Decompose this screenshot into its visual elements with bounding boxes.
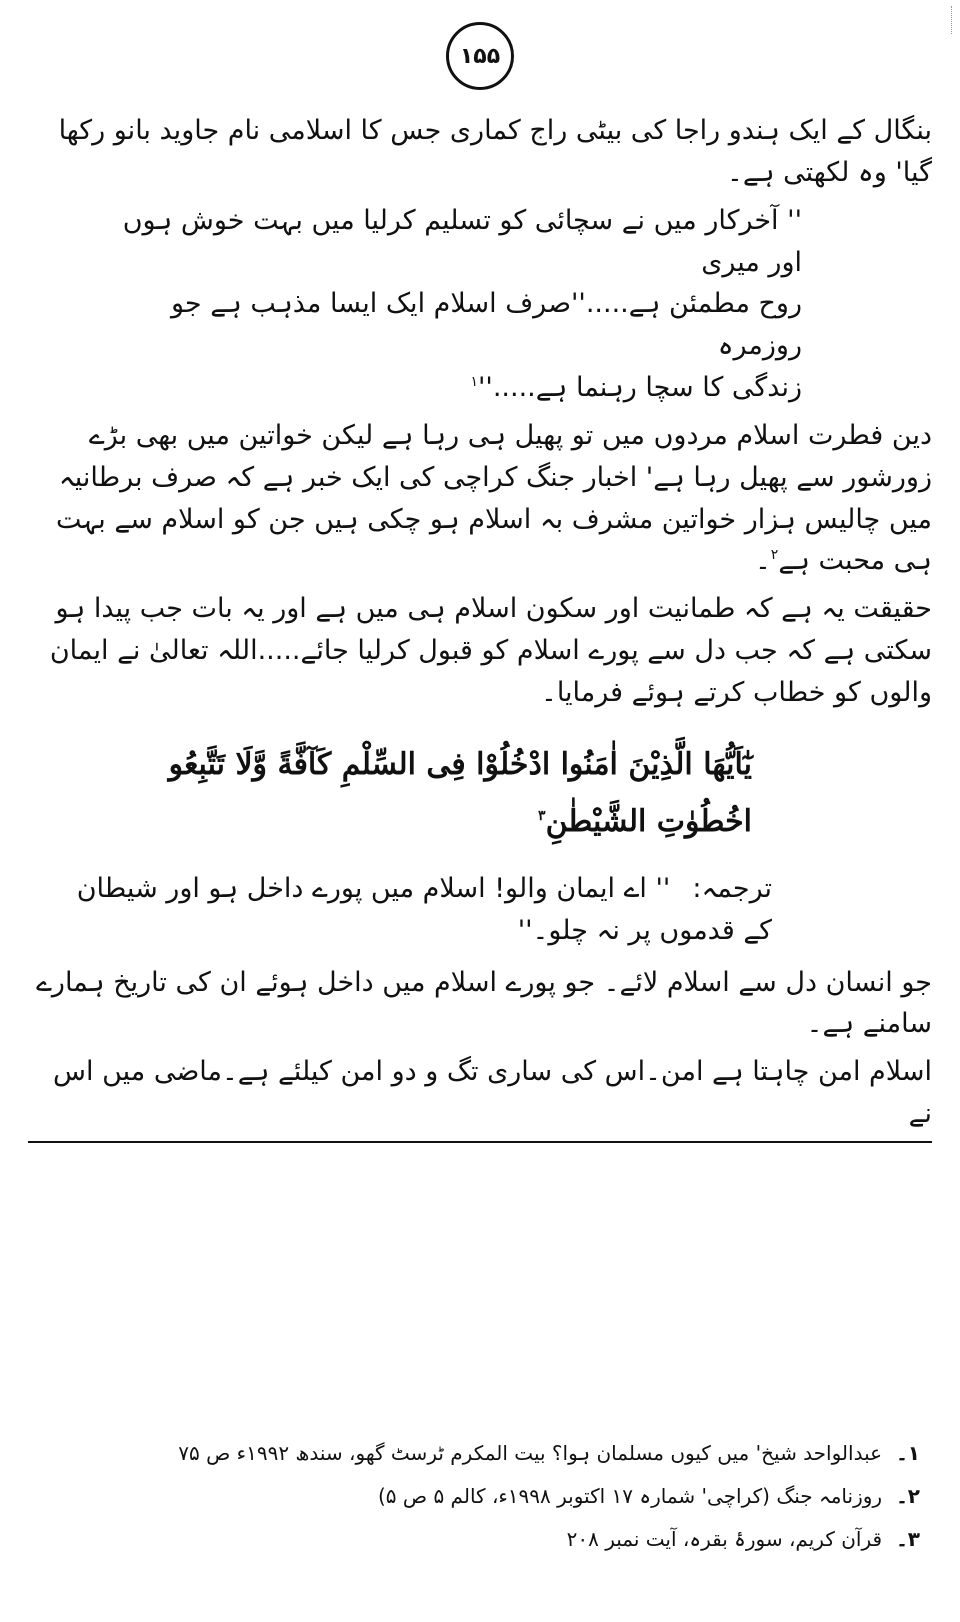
footnote-number: ۱۔	[896, 1441, 920, 1465]
paragraph-history: جو انسان دل سے اسلام لائے۔ جو پورے اسلام میں داخل ہوئے ان کی تاریخ ہمارے سامنے ہے۔	[36, 966, 932, 1040]
footnote-text: روزنامہ جنگ (کراچی' شمارہ ۱۷ اکتوبر ۱۹۹۸ء، کالم ۵ ص ۵)	[377, 1484, 883, 1508]
translation-block	[68, 868, 772, 952]
translation-label: ترجمہ:	[692, 872, 772, 904]
quote-line: '' آخرکار میں نے سچائی کو تسلیم کرلیا میں بہت خوش ہوں اور میری	[122, 204, 802, 278]
translation-text-1: '' اے ایمان والو! اسلام میں پورے داخل ہو اور شیطان	[76, 872, 671, 904]
footnote-text: قرآن کریم، سورۂ بقرہ، آیت نمبر ۲۰۸	[566, 1527, 883, 1551]
paragraph-peace: اسلام امن چاہتا ہے امن۔اس کی ساری تگ و دو امن کیلئے ہے۔ماضی میں اس نے	[28, 1051, 932, 1143]
margin-mark	[949, 6, 952, 34]
footnote-ref-3: ۳	[538, 807, 546, 824]
page-number: ۱۵۵	[459, 43, 501, 69]
page-number-circle	[446, 22, 514, 90]
verse-line-2	[68, 793, 752, 850]
footnote-1	[28, 1432, 920, 1475]
verse-line-1: یٰٓاَیُّھَا الَّذِیْنَ اٰمَنُوا ادْخُلُوْا فِی السِّلْمِ کَآفَّةً وَّلَا تَتَّبِعُو	[168, 746, 752, 782]
translation-line-1	[68, 868, 772, 910]
body-text	[28, 110, 932, 1149]
footnote-ref-1: ۱	[470, 374, 478, 391]
footnote-3	[28, 1518, 920, 1561]
footnote-number: ۲۔	[896, 1484, 920, 1508]
paragraph-spread: دین فطرت اسلام مردوں میں تو پھیل ہی رہا ہے لیکن خواتین میں بھی بڑے زورشور سے پھیل رہا ہے' اخبار جنگ کراچی کی ایک خبر ہے کہ صرف برطانیہ میں چالیس ہزار خواتین مشرف بہ اسلام ہو چکی ہیں جن کو اسلام سے بہت ہی محبت ہے$^۲$۔	[55, 419, 932, 577]
footnote-2	[28, 1475, 920, 1518]
quote-line-text: زندگی کا سچا رہنما ہے.....''	[477, 372, 802, 404]
verse-line-2-text: اخُطُوٰتِ الشَّیْطٰنِ	[545, 803, 752, 839]
quote-block	[88, 200, 802, 409]
footnote-text: عبدالواحد شیخ' میں کیوں مسلمان ہوا؟ بیت المکرم ٹرسٹ گھو، سندھ ۱۹۹۲ء ص ۷۵	[178, 1441, 883, 1465]
paragraph-spread-text: دین فطرت اسلام مردوں میں تو پھیل ہی رہا ہے لیکن خواتین میں بھی بڑے زورشور سے پھیل رہا ہے' اخبار جنگ کراچی کی ایک خبر ہے کہ صرف برطانیہ میں چالیس ہزار خواتین مشرف بہ اسلام ہو چکی ہیں جن کو اسلام سے بہت ہی محبت ہے	[55, 419, 932, 577]
footnote-number: ۳۔	[896, 1527, 920, 1551]
quran-verse	[68, 736, 752, 850]
translation-line-2: کے قدموں پر نہ چلو۔''	[517, 914, 772, 946]
footnote-ref-2: ۲	[770, 547, 779, 564]
paragraph-intro: بنگال کے ایک ہندو راجا کی بیٹی راج کماری جس کا اسلامی نام جاوید بانو رکھا گیا' وہ لکھتی ہے۔	[58, 115, 932, 188]
quote-line: روح مطمئن ہے.....''صرف اسلام ایک ایسا مذہب ہے جو روزمرہ	[170, 288, 802, 362]
footnotes	[28, 1432, 920, 1561]
paragraph-reality: حقیقت یہ ہے کہ طمانیت اور سکون اسلام ہی میں ہے اور یہ بات جب پیدا ہو سکتی ہے کہ جب دل سے پورے اسلام کو قبول کرلیا جائے.....اللہ تعالیٰ نے ایمان والوں کو خطاب کرتے ہوئے فرمایا۔	[49, 593, 932, 708]
quote-line	[88, 367, 802, 409]
